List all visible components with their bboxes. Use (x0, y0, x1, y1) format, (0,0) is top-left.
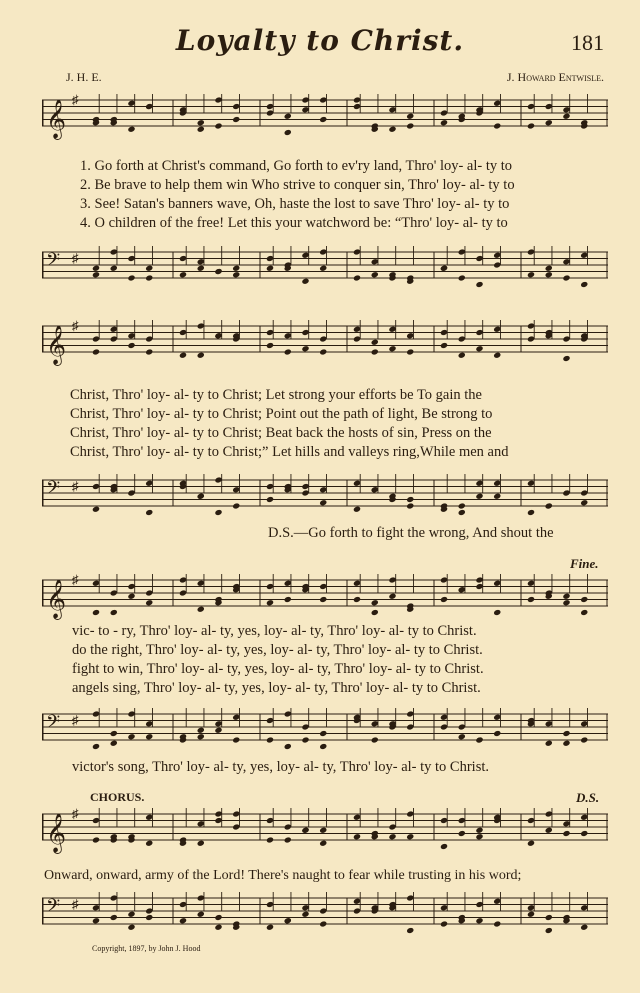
bass-clef-icon: 𝄢 (46, 250, 61, 275)
note-head (527, 509, 535, 516)
note-head (527, 122, 535, 129)
note-head (319, 116, 327, 123)
note-head (145, 274, 153, 281)
note-head (580, 736, 588, 743)
note-head (319, 348, 327, 355)
note-head (475, 833, 483, 840)
system-2-bass-staff (42, 466, 608, 526)
note-head (562, 830, 570, 837)
note-head (214, 509, 222, 516)
note-head (562, 593, 570, 600)
note-head (319, 840, 327, 847)
system-3-treble-staff (42, 566, 608, 626)
system-1-treble-staff (42, 86, 608, 146)
note-head (371, 736, 379, 743)
note-head (92, 836, 100, 843)
note-head (284, 836, 292, 843)
chorus-treble-staff (42, 800, 608, 860)
note-head (92, 743, 100, 750)
note-head (371, 599, 379, 606)
note-head (145, 348, 153, 355)
note-head (266, 599, 274, 606)
note-head (371, 271, 379, 278)
note-head (197, 265, 205, 272)
note-head (475, 827, 483, 834)
key-signature-sharp-icon: ♯ (72, 250, 79, 266)
ds-marking: D.S. (576, 790, 600, 805)
note-head (179, 352, 187, 359)
note-head (127, 911, 135, 918)
note-head (406, 348, 414, 355)
note-head (92, 609, 100, 616)
note-head (232, 265, 240, 272)
treble-clef-icon: 𝄞 (46, 99, 67, 139)
verse-4-line-1: 4. O children of the free! Let this your watchword be: “Thro' loy- al- ty to (80, 215, 508, 231)
note-head (353, 274, 361, 281)
note-head (179, 271, 187, 278)
note-head (527, 911, 535, 918)
note-head (197, 493, 205, 500)
treble-clef-icon: 𝄞 (46, 325, 67, 365)
note-head (371, 609, 379, 616)
treble-clef-icon: 𝄞 (46, 813, 67, 853)
note-head (232, 271, 240, 278)
verse-4-line-3: angels sing, Thro' loy- al- ty, yes, loy- al- ty, Thro' loy- al- ty to Christ. (72, 680, 481, 696)
verse-1-line-3: vic- to - ry, Thro' loy- al- ty, yes, loy- al- ty, Thro' loy- al- ty to Christ. (72, 623, 477, 639)
note-head (388, 345, 396, 352)
page-number: 181 (571, 30, 604, 55)
note-head (319, 265, 327, 272)
note-head (301, 736, 309, 743)
note-head (197, 119, 205, 126)
note-head (127, 342, 135, 349)
note-head (197, 126, 205, 133)
note-head (145, 265, 153, 272)
note-head (92, 265, 100, 272)
note-head (214, 914, 222, 921)
note-head (319, 499, 327, 506)
note-head (580, 830, 588, 837)
chorus-lyric: Onward, onward, army of the Lord! There's naught to fear while trusting in his word; (44, 868, 522, 883)
key-signature-sharp-icon: ♯ (72, 92, 79, 107)
bass-clef-icon: 𝄢 (46, 712, 61, 737)
note-head (493, 352, 501, 359)
note-head (580, 499, 588, 506)
note-head (284, 129, 292, 136)
note-head (214, 924, 222, 931)
note-head (266, 836, 274, 843)
note-head (197, 840, 205, 847)
composer-credit: J. Howard Entwisle. (506, 70, 604, 84)
note-head (145, 840, 153, 847)
note-head (232, 116, 240, 123)
chorus-bass-staff (42, 884, 608, 944)
treble-clef-icon: 𝄞 (46, 579, 67, 619)
note-head (266, 496, 274, 503)
note-head (406, 122, 414, 129)
note-head (110, 740, 118, 747)
ds-return-lyric: victor's song, Thro' loy- al- ty, yes, loy- al- ty, Thro' loy- al- ty to Christ. (72, 759, 490, 775)
note-head (545, 827, 553, 834)
note-head (580, 609, 588, 616)
note-head (545, 740, 553, 747)
note-head (266, 342, 274, 349)
note-head (458, 502, 466, 509)
note-head (475, 736, 483, 743)
note-head (127, 593, 135, 600)
note-head (127, 733, 135, 740)
bass-clef-icon: 𝄢 (46, 478, 61, 503)
note-head (388, 126, 396, 133)
note-head (319, 920, 327, 927)
note-head (440, 342, 448, 349)
note-head (127, 126, 135, 133)
note-head (458, 274, 466, 281)
lyricist-credit: J. H. E. (66, 70, 102, 84)
note-head (440, 596, 448, 603)
note-head (284, 743, 292, 750)
note-head (197, 733, 205, 740)
key-signature-sharp-icon: ♯ (72, 712, 79, 728)
note-head (440, 265, 448, 272)
note-head (266, 736, 274, 743)
note-head (319, 730, 327, 737)
note-head (493, 122, 501, 129)
key-signature-sharp-icon: ♯ (72, 318, 79, 333)
hymn-title: Loyalty to Christ. (175, 24, 465, 57)
note-head (179, 917, 187, 924)
note-head (145, 733, 153, 740)
note-head (562, 740, 570, 747)
note-head (527, 271, 535, 278)
note-head (284, 917, 292, 924)
note-head (388, 833, 396, 840)
note-head (92, 917, 100, 924)
system-1-bass-staff (42, 238, 608, 298)
note-head (214, 727, 222, 734)
verse-2-line-2: Christ, Thro' loy- al- ty to Christ; Point out the path of light, Be strong to (70, 406, 493, 422)
note-head (475, 493, 483, 500)
key-signature-sharp-icon: ♯ (72, 572, 79, 587)
note-head (319, 743, 327, 750)
note-head (197, 911, 205, 918)
note-head (232, 502, 240, 509)
note-head (388, 593, 396, 600)
note-head (284, 596, 292, 603)
note-head (458, 830, 466, 837)
note-head (580, 281, 588, 288)
note-head (127, 274, 135, 281)
note-head (197, 727, 205, 734)
note-head (527, 596, 535, 603)
note-head (440, 119, 448, 126)
note-head (319, 827, 327, 834)
note-head (284, 113, 292, 120)
verse-3-line-3: fight to win, Thro' loy- al- ty, yes, loy- al- ty, Thro' loy- al- ty to Christ. (72, 661, 484, 677)
verse-4-line-2: Christ, Thro' loy- al- ty to Christ;” Let hills and valleys ring,While men and (70, 444, 509, 460)
note-head (371, 348, 379, 355)
bass-clef-icon: 𝄢 (46, 896, 61, 921)
note-head (301, 827, 309, 834)
fine-marking: Fine. (570, 556, 599, 571)
note-head (197, 352, 205, 359)
note-head (440, 920, 448, 927)
note-head (353, 596, 361, 603)
key-signature-sharp-icon: ♯ (72, 806, 79, 821)
note-head (493, 730, 501, 737)
note-head (301, 911, 309, 918)
note-head (493, 920, 501, 927)
note-head (145, 599, 153, 606)
note-head (562, 274, 570, 281)
note-head (458, 352, 466, 359)
note-head (110, 914, 118, 921)
chorus-label: CHORUS. (90, 790, 145, 804)
note-head (319, 596, 327, 603)
note-head (301, 278, 309, 285)
note-head (301, 345, 309, 352)
note-head (475, 345, 483, 352)
note-head (562, 113, 570, 120)
note-head (562, 355, 570, 362)
note-head (527, 840, 535, 847)
note-head (353, 833, 361, 840)
note-head (475, 917, 483, 924)
note-head (145, 509, 153, 516)
system-3-bass-staff (42, 700, 608, 760)
note-head (562, 730, 570, 737)
note-head (562, 599, 570, 606)
verse-1-line-2: Christ, Thro' loy- al- ty to Christ; Let strong your efforts be To gain the (70, 387, 482, 403)
key-signature-sharp-icon: ♯ (72, 896, 79, 912)
verse-2-line-1: 2. Be brave to help them win Who strive to conquer sin, Thro' loy- al- ty to (80, 177, 515, 193)
note-head (475, 281, 483, 288)
note-head (545, 914, 553, 921)
ds-lyric-line: D.S.—Go forth to fight the wrong, And shout the (268, 525, 554, 541)
verse-1-line-1: 1. Go forth at Christ's command, Go forth to ev'ry land, Thro' loy- al- ty to (80, 158, 513, 174)
note-head (110, 730, 118, 737)
note-head (493, 609, 501, 616)
note-head (266, 924, 274, 931)
note-head (406, 927, 414, 934)
verse-2-line-3: do the right, Thro' loy- al- ty, yes, loy- al- ty, Thro' loy- al- ty to Christ. (72, 642, 483, 658)
note-head (580, 924, 588, 931)
note-head (127, 924, 135, 931)
note-head (353, 506, 361, 513)
key-signature-sharp-icon: ♯ (72, 478, 79, 494)
note-head (493, 493, 501, 500)
note-head (545, 119, 553, 126)
note-head (197, 606, 205, 613)
note-head (406, 502, 414, 509)
note-head (110, 265, 118, 272)
note-head (371, 339, 379, 346)
note-head (266, 265, 274, 272)
note-head (145, 914, 153, 921)
note-head (232, 736, 240, 743)
note-head (214, 122, 222, 129)
verse-3-line-1: 3. See! Satan's banners wave, Oh, haste the lost to save Thro' loy- al- ty to (80, 196, 510, 212)
note-head (92, 506, 100, 513)
note-head (545, 502, 553, 509)
note-head (284, 348, 292, 355)
verse-3-line-2: Christ, Thro' loy- al- ty to Christ; Beat back the hosts of sin, Press on the (70, 425, 492, 441)
note-head (92, 271, 100, 278)
note-head (458, 509, 466, 516)
note-head (545, 265, 553, 272)
note-head (92, 348, 100, 355)
note-head (545, 271, 553, 278)
note-head (580, 596, 588, 603)
note-head (458, 733, 466, 740)
note-head (406, 113, 414, 120)
note-head (406, 833, 414, 840)
note-head (440, 843, 448, 850)
note-head (545, 927, 553, 934)
note-head (110, 609, 118, 616)
copyright-notice: Copyright, 1897, by John J. Hood (92, 944, 201, 953)
note-head (406, 496, 414, 503)
note-head (214, 268, 222, 275)
system-2-treble-staff (42, 312, 608, 372)
